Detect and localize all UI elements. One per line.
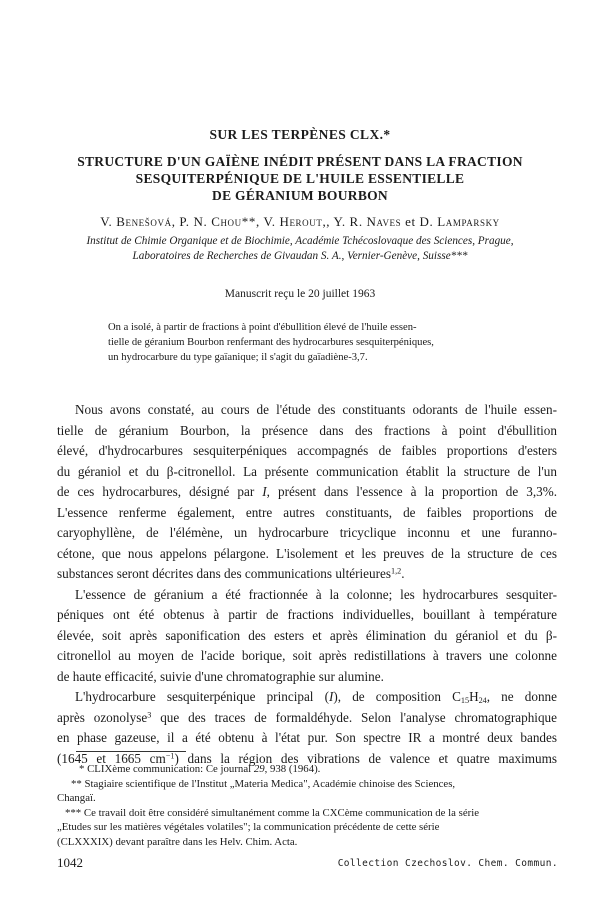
article-title xyxy=(40,153,560,204)
author-separator: et xyxy=(401,214,420,229)
title-line: DE GÉRANIUM BOURBON xyxy=(212,188,388,203)
text-run: ) dans la région des vibrations de valence et quatre maximums xyxy=(174,750,557,766)
body-line xyxy=(57,687,557,708)
footnotes xyxy=(57,762,557,849)
page-number: 1042 xyxy=(57,855,83,870)
body-line: en phase gazeuse, il a été obtenu à l'état pur. Son spectre IR a montré deux bandes xyxy=(57,730,557,745)
body-text xyxy=(57,400,557,769)
abstract-line: On a isolé, à partir de fractions à point d'ébullition élevé de l'huile essen- xyxy=(108,322,417,333)
footnote-continuation: „Etudes sur les matières végétales volatiles"; la communication précédente de cette série xyxy=(57,821,440,833)
text-run: H xyxy=(469,689,479,704)
text-run: substances seront décrites dans des communications ultérieures xyxy=(57,566,391,581)
text-run: que des traces de formaldéhyde. Selon l'analyse chromatographique xyxy=(151,709,558,725)
footnote: *** Ce travail doit être considéré simultanément comme la CXCème communication de la série xyxy=(65,806,480,819)
body-line: élevé, d'hydrocarbures sesquiterpéniques accompagnés de faibles proportions d'esters xyxy=(57,443,557,458)
body-line xyxy=(57,564,557,585)
footnote-continuation: (CLXXXIX) devant paraître dans les Helv. Chim. Acta. xyxy=(57,835,298,848)
affiliation-line: Institut de Chimie Organique et de Biochimie, Académie Tchécoslovaque des Sciences, Prague, xyxy=(86,235,514,247)
body-line: tielle de géranium Bourbon, la présence dans des fractions à point d'ébullition xyxy=(57,422,557,438)
author-initials: D. xyxy=(419,214,438,229)
text-run: (1645 et 1665 cm xyxy=(57,750,166,766)
journal-name: Collection Czechoslov. Chem. Commun. xyxy=(337,858,558,869)
reference-superscript: 3 xyxy=(147,710,152,719)
footnote-rule xyxy=(76,751,186,752)
reference-superscript: 1,2 xyxy=(391,566,402,576)
footnote xyxy=(57,762,557,777)
author-initials: P. N. xyxy=(179,214,212,229)
formula-subscript: 15 xyxy=(460,696,470,706)
author-name: Naves xyxy=(366,214,402,229)
body-line: cétone, que nous appelons pélargone. L'isolement et les preuves de la structure de ces xyxy=(57,545,557,561)
text-run: . xyxy=(401,566,405,581)
author-initials: V. xyxy=(100,214,117,229)
title-line: SESQUITERPÉNIQUE DE L'HUILE ESSENTIELLE xyxy=(135,171,465,186)
body-line: L'essence renferme également, entre autres constituants, de faibles proportions de xyxy=(57,504,557,520)
author-name: Benešová xyxy=(116,214,172,229)
author-name: Herout xyxy=(279,214,323,229)
compound-label: I xyxy=(328,689,334,704)
text-run: , présent dans l'essence à la proportion de 3,3%. xyxy=(266,484,557,499)
volume-number: 29 xyxy=(253,763,265,775)
body-line: caryophyllène, de l'élémène, un hydrocarbure tricyclique inconnu et une furanno- xyxy=(57,525,557,540)
abstract xyxy=(108,320,518,365)
body-line: de haute efficacité, suivie d'une chromatographie sur alumine. xyxy=(57,668,384,684)
series-title: SUR LES TERPÈNES CLX.* xyxy=(209,127,391,142)
author-separator: ,, xyxy=(322,214,334,229)
author-name: Chou xyxy=(211,214,242,229)
text-run: , 938 (1964). xyxy=(264,763,321,775)
text-run: L'hydrocarbure sesquiterpénique principal ( xyxy=(75,689,329,704)
text-run: après ozonolyse xyxy=(57,709,148,725)
abstract-line: un hydrocarbure du type gaïanique; il s'agit du gaïadiène-3,7. xyxy=(108,352,368,363)
body-line: Nous avons constaté, au cours de l'étude des constituants odorants de l'huile essen- xyxy=(75,402,557,417)
author-list xyxy=(0,214,600,230)
body-line: du géraniol et du β-citronellol. La présente communication établit la structure de l'un xyxy=(57,463,557,479)
compound-label: I xyxy=(262,484,267,499)
author-name: Lamparsky xyxy=(437,214,500,229)
author-initials: Y. R. xyxy=(333,214,367,229)
text-run: ), de composition C xyxy=(333,689,461,704)
footnote-continuation: Changaï. xyxy=(57,792,96,804)
text-run: de ces hydrocarbures, désigné par xyxy=(57,484,263,499)
title-line: STRUCTURE D'UN GAÏÈNE INÉDIT PRÉSENT DANS LA FRACTION xyxy=(77,154,523,169)
author-separator: **, xyxy=(241,214,264,229)
footnote: ** Stagiaire scientifique de l'Institut „Materia Medica", Académie chinoise des Sciences, xyxy=(71,777,456,790)
affiliation-line: Laboratoires de Recherches de Givaudan S. A., Vernier-Genève, Suisse*** xyxy=(132,250,468,262)
formula-subscript: 24 xyxy=(478,696,487,706)
body-line: L'essence de géranium a été fractionnée à la colonne; les hydrocarbures sesquiter- xyxy=(75,586,557,602)
text-run: * CLIXème communication: Ce journal xyxy=(79,763,254,775)
affiliations xyxy=(40,234,560,264)
body-line xyxy=(57,708,557,729)
author-separator: , xyxy=(171,214,180,229)
body-line: péniques ont été obtenus à partir de fractions individuelles, bouillant à température xyxy=(57,607,557,622)
unit-superscript: −1 xyxy=(165,751,175,760)
text-run: , ne donne xyxy=(486,689,557,704)
abstract-line: tielle de géranium Bourbon renfermant des hydrocarbures sesquiterpéniques, xyxy=(108,337,434,348)
body-line xyxy=(57,482,557,503)
author-initials: V. xyxy=(263,214,280,229)
received-date: Manuscrit reçu le 20 juillet 1963 xyxy=(224,288,376,300)
body-line: citronellol au moyen de l'acide borique, soit après redistillations à travers une colonne xyxy=(57,648,557,663)
body-line: élevée, soit après saponification des esters et après élimination du géraniol et du β- xyxy=(57,627,557,643)
